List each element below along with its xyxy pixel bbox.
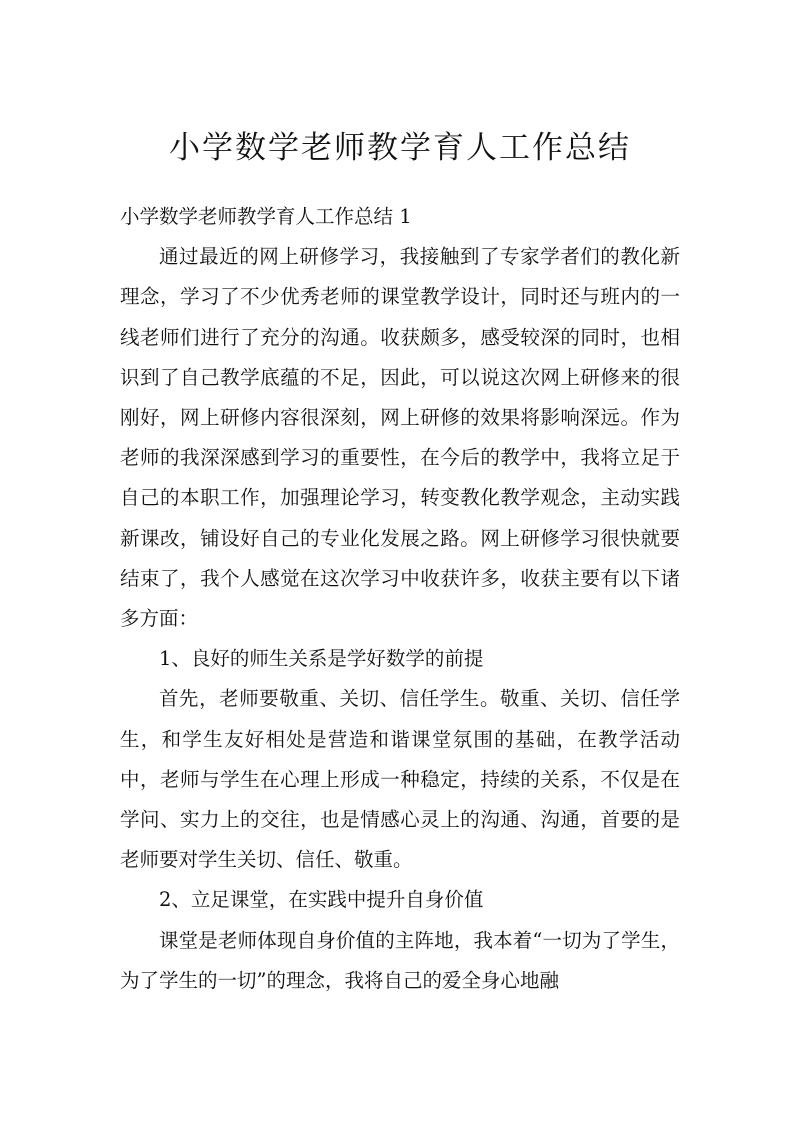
paragraph-intro: 通过最近的网上研修学习，我接触到了专家学者们的教化新理念，学习了不少优秀老师的课堂教学设计，同时还与班内的一线老师们进行了充分的沟通。收获颇多，感受较深的同时，也相识到了自己教学底蕴的不足，因此，可以说这次网上研修来的很刚好，网上研修内容很深刻，网上研修的效果将影响深远。作为老师的我深深感到学习的重要性，在今后的教学中，我将立足于自己的本职工作，加强理论学习，转变教化教学观念，主动实践新课改，铺设好自己的专业化发展之路。网上研修学习很快就要结束了，我个人感觉在这次学习中收获许多，收获主要有以下诸多方面： [120, 245, 680, 631]
paragraph-point-2: 课堂是老师体现自身价值的主阵地，我本着“一切为了学生，为了学生的一切”的理念，我将自己的爱全身心地融 [120, 928, 680, 992]
paragraph-point-1: 首先，老师要敬重、关切、信任学生。敬重、关切、信任学生，和学生友好相处是营造和谐课堂氛围的基础，在教学活动中，老师与学生在心理上形成一种稳定，持续的关系，不仅是在学问、实力上的交往，也是情感心灵上的沟通、沟通，首要的是老师要对学生关切、信任、敬重。 [120, 687, 680, 872]
point-heading-2: 2、立足课堂，在实践中提升自身价值 [159, 888, 484, 912]
document-title: 小学数学老师教学育人工作总结 [169, 130, 631, 166]
point-heading-1: 1、良好的师生关系是学好数学的前提 [159, 647, 484, 671]
section-heading: 小学数学老师教学育人工作总结 1 [120, 205, 412, 228]
document-body [120, 197, 680, 1001]
